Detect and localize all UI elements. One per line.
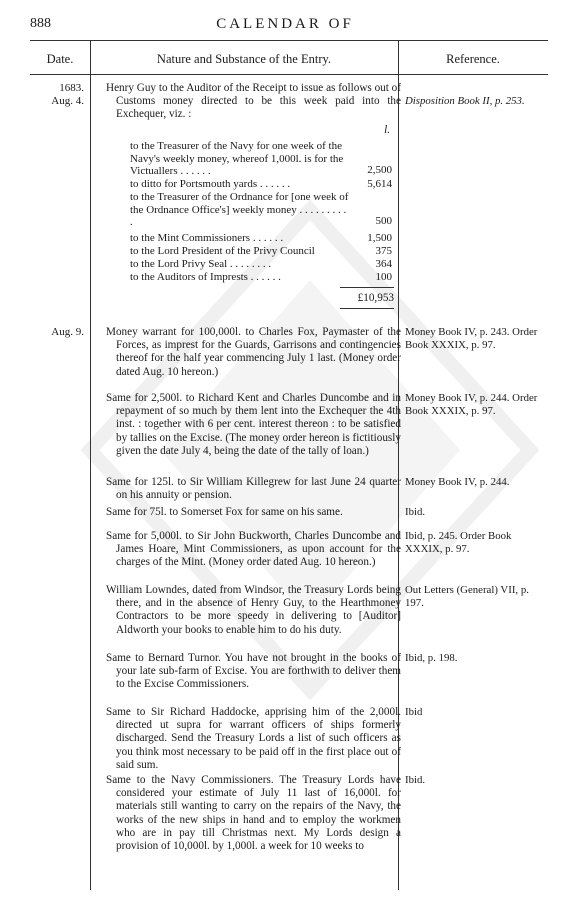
page-number: 888 [30, 16, 51, 31]
entry-reference: Money Book IV, p. 244. [405, 476, 510, 488]
entry-text: Same for 2,500l. to Richard Kent and Charles Duncombe and in repayment of so much by them lent into the Exchequer the 4th inst. : together with 6 per cent. interest thereon : to be satisfied by tallies on the Excise. (The money order hereon is fictitiously given the date July 4, being the date of the tally of loan.) [106, 392, 401, 457]
entry-text: William Lowndes, dated from Windsor, the Treasury Lords being there, and in the absence of Henry Guy, to the Hearthmoney Contractors to be more speedy in delivering to [Auditor] Aldworth your books to enable him to do his duty. [106, 584, 401, 636]
entry-text: Money warrant for 100,000l. to Charles Fox, Paymaster of the Forces, as imprest for the Guards, Garrisons and contingencies thereof for the half year commencing July 1 last. (Money order dated Aug. 10 hereon.) [106, 326, 401, 378]
entry-reference: Out Letters (General) VII, p. 197. [405, 584, 529, 609]
column-header-date: Date. [46, 52, 74, 66]
total-rule-bottom [340, 308, 394, 309]
entry-text: Same for 75l. to Somerset Fox for same on his same. [106, 506, 343, 518]
payment-row: to the Treasurer of the Navy for one week of the Navy's weekly money, whereof 1,000l. is for the Victuallers . . . . . . 2,500 [130, 140, 392, 178]
total-rule-top [340, 287, 394, 288]
entry-reference: Money Book IV, p. 243. Order Book XXXIX, p. 97. [405, 326, 538, 351]
entry-reference: Money Book IV, p. 244. Order Book XXXIX, p. 97. [405, 392, 538, 417]
payment-row: to ditto for Portsmouth yards . . . . . . 5,614 [130, 178, 392, 190]
payment-row: to the Lord Privy Seal . . . . . . . . 364 [130, 258, 392, 270]
payment-row: to the Lord President of the Privy Council 375 [130, 245, 392, 257]
running-head: CALENDAR OF [216, 16, 354, 32]
rule-header [30, 74, 548, 75]
column-header-nature: Nature and Substance of the Entry. [156, 52, 332, 66]
payment-total: £10,953 [357, 292, 394, 304]
entry-reference: Disposition Book II, p. 253. [405, 95, 525, 107]
entry-reference: Ibid, p. 245. Order Book XXXIX, p. 97. [405, 530, 512, 555]
entry-text: Henry Guy to the Auditor of the Receipt to issue as follows out of Customs money directed to be this week paid into the Exchequer, viz. : [106, 82, 401, 121]
column-header-reference: Reference. [446, 52, 500, 66]
entry-text: Same for 125l. to Sir William Killegrew for last June 24 quarter on his annuity or pension. [106, 476, 401, 502]
rule-col-date [90, 40, 91, 890]
entry-reference: Ibid [405, 706, 423, 718]
payment-row: to the Auditors of Imprests . . . . . . 100 [130, 271, 392, 283]
entry-reference: Ibid. [405, 774, 426, 786]
entry-reference: Ibid, p. 198. [405, 652, 458, 664]
rule-top [30, 40, 548, 41]
entry-text: Same to Sir Richard Haddocke, apprising him of the 2,000l. directed ut supra for warrant officers of ships formerly discharged. Send the Treasury Lords a list of such officers as you think most necessary to be paid off in the first place out of said sum. [106, 706, 401, 771]
entry-year: 1683. [59, 82, 84, 94]
entry-text: Same for 5,000l. to Sir John Buckworth, Charles Duncombe and James Hoare, Mint Commissioners, as upon account for the charges of the Mint. (Money order dated Aug. 10 hereon.) [106, 530, 401, 569]
entry-text: Same to the Navy Commissioners. The Treasury Lords have considered your estimate of July 11 last of 16,000l. for materials still wanting to carry on the repairs of the Navy, the works of the new ships in hand and to employ the workmen who are in pay till Christmas next. My Lords design a provision of 10,000l. by 1,000l. a week for 10 weeks to [106, 774, 401, 853]
entry-date: Aug. 4. [51, 95, 84, 107]
currency-unit: l. [384, 124, 390, 136]
payment-row: to the Treasurer of the Ordnance for [one week of the Ordnance Office's] weekly money . . . . . . . . . . 500 [130, 191, 392, 229]
entry-text: Same to Bernard Turnor. You have not brought in the books of your late sub-farm of Excise. You are forthwith to deliver them to the Excise Commissioners. [106, 652, 401, 691]
entry-date: Aug. 9. [51, 326, 84, 338]
entry-reference: Ibid. [405, 506, 426, 518]
payment-row: to the Mint Commissioners . . . . . . 1,500 [130, 232, 392, 244]
